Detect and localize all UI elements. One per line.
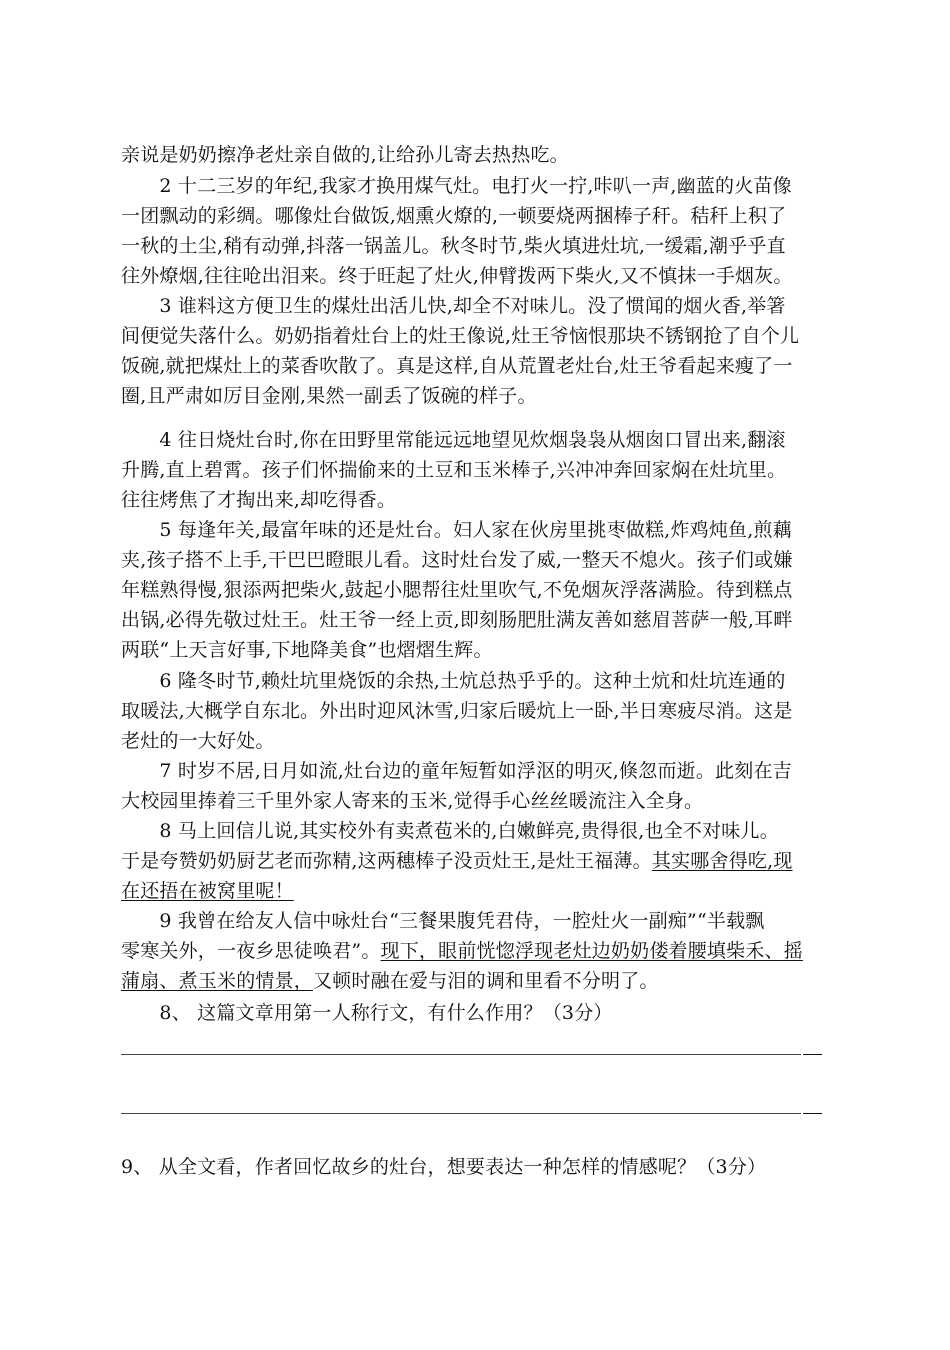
text-line: 一团飘动的彩绸。哪像灶台做饭,烟熏火燎的,一顿要烧两捆棒子秆。秸秆上积了: [121, 205, 787, 227]
text-line: 8 马上回信儿说,其实校外有卖煮苞米的,白嫩鲜亮,贵得很,也全不对味儿。: [121, 820, 779, 842]
question-9: 9、 从全文看，作者回忆故乡的灶台，想要表达一种怎样的情感呢？（3分）: [121, 1156, 767, 1178]
text-line: 饭碗,就把煤灶上的菜香吹散了。真是这样,自从荒置老灶台,灶王爷看起来瘦了一: [121, 355, 793, 377]
answer-line-tail: [803, 1054, 822, 1055]
text-line: 5 每逢年关,最富年味的还是灶台。妇人家在伙房里挑枣做糕,炸鸡炖鱼,煎藕: [121, 519, 792, 541]
text-line: 往外燎烟,往往呛出泪来。终于旺起了灶火,伸臂拨两下柴火,又不慎抹一手烟灰。: [121, 265, 793, 287]
text-line: 3 谁料这方便卫生的煤灶出活儿快,却全不对味儿。没了惯闻的烟火香,举箸: [121, 295, 786, 317]
text-line: [121, 876, 826, 906]
text-span: 于是夸赞奶奶厨艺老而弥精,这两穗棒子没贡灶王,是灶王福薄。: [121, 850, 652, 872]
text-line: 6 隆冬时节,赖灶坑里烧饭的余热,土炕总热乎乎的。这种土炕和灶坑连通的: [121, 670, 786, 692]
text-line: 间便觉失落什么。奶奶指着灶台上的灶王像说,灶王爷恼恨那块不锈钢抢了自个儿: [121, 325, 800, 347]
question-8: 8、 这篇文章用第一人称行文，有什么作用？（3分）: [121, 1002, 613, 1024]
text-line: 两联“上天言好事,下地降美食”也熠熠生辉。: [121, 639, 493, 661]
text-line: 大校园里捧着三千里外家人寄来的玉米,觉得手心丝丝暖流注入全身。: [121, 790, 704, 812]
text-line: [121, 936, 826, 966]
text-span: 又顿时融在爱与泪的调和里看不分明了。: [313, 970, 659, 992]
text-line: 出锅,必得先敬过灶王。灶王爷一经上贡,即刻肠肥肚满友善如慈眉菩萨一般,耳畔: [121, 609, 793, 631]
text-line: 年糕熟得慢,狠添两把柴火,鼓起小腮帮往灶里吹气,不免烟灰浮落满脸。待到糕点: [121, 579, 793, 601]
text-line: 7 时岁不居,日月如流,灶台边的童年短暂如浮沤的明灭,倏忽而逝。此刻在吉: [121, 760, 792, 782]
text-line: 圈,且严肃如厉目金刚,果然一副丢了饭碗的样子。: [121, 385, 537, 407]
answer-line[interactable]: [121, 1113, 801, 1114]
text-line: 亲说是奶奶擦净老灶亲自做的,让给孙儿寄去热热吃。: [121, 144, 569, 166]
underlined-text: 蒲扇、煮玉米的情景，: [121, 970, 314, 992]
text-span: 零寒关外，一夜乡思徒唤君”。: [121, 940, 381, 962]
underlined-text: 其实哪舍得吃,现: [651, 850, 793, 872]
underlined-text: 现下，眼前恍惚浮现老灶边奶奶偻着腰填柴禾、摇: [380, 940, 803, 962]
text-line: 往往烤焦了才掏出来,却吃得香。: [121, 489, 397, 511]
underlined-text: 在还捂在被窝里呢！: [121, 880, 294, 902]
text-line: 老灶的一大好处。: [121, 730, 275, 752]
text-line: 2 十二三岁的年纪,我家才换用煤气灶。电打火一拧,咔叭一声,幽蓝的火苗像: [121, 175, 792, 197]
answer-line[interactable]: [121, 1054, 801, 1055]
text-line: 夹,孩子搭不上手,干巴巴瞪眼儿看。这时灶台发了威,一整天不熄火。孩子们或嫌: [121, 549, 793, 571]
text-line: [121, 966, 826, 996]
text-line: 一秋的土尘,稍有动弹,抖落一锅盖儿。秋冬时节,柴火填进灶坑,一缓霜,潮乎乎直: [121, 235, 786, 257]
text-line: 4 往日烧灶台时,你在田野里常能远远地望见炊烟袅袅从烟囱口冒出来,翻滚: [121, 429, 786, 451]
text-line: 升腾,直上碧霄。孩子们怀揣偷来的土豆和玉米棒子,兴冲冲奔回家焖在灶坑里。: [121, 459, 787, 481]
text-line: [121, 846, 826, 876]
text-line: 9 我曾在给友人信中咏灶台“三餐果腹凭君侍，一腔灶火一副痴”“半载飘: [121, 910, 765, 932]
answer-line-tail: [803, 1113, 822, 1114]
text-line: 取暖法,大概学自东北。外出时迎风沐雪,归家后暖炕上一卧,半日寒疲尽消。这是: [121, 700, 793, 722]
